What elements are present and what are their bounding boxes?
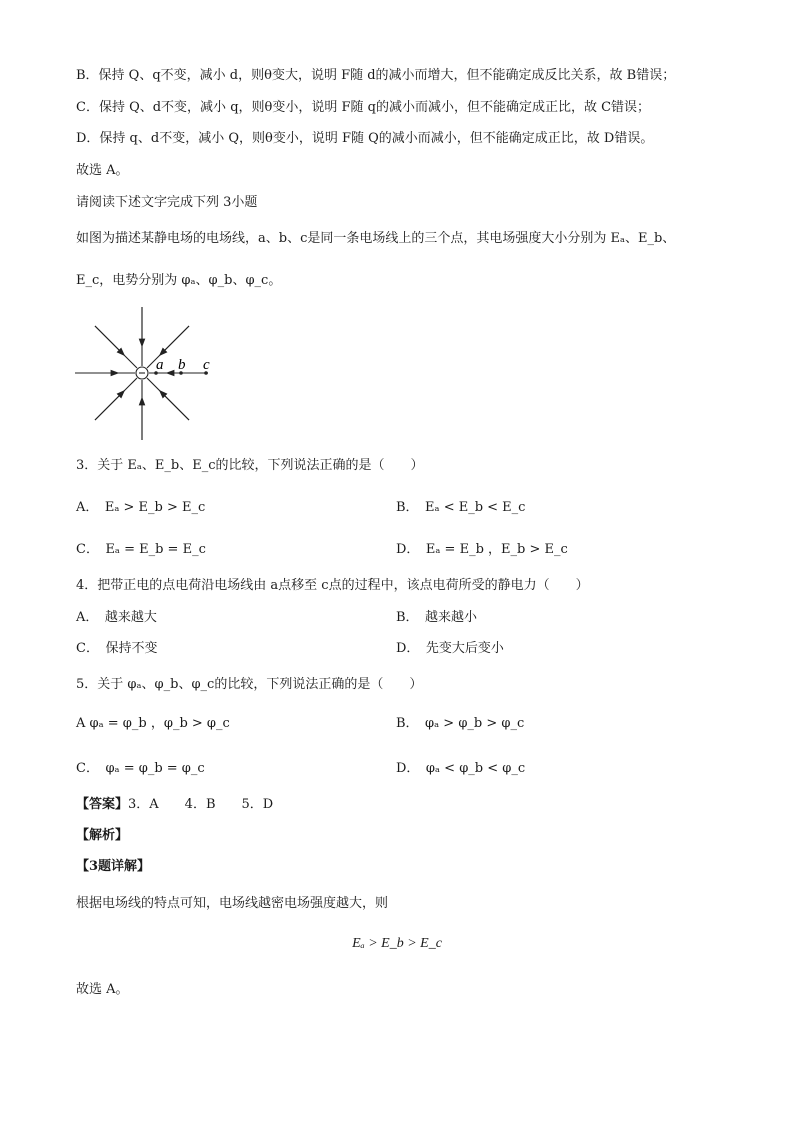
point-a-label: a xyxy=(156,357,164,373)
q4-option-b: B． 越来越小 xyxy=(396,610,478,625)
q3-detail-heading: 【3题详解】 xyxy=(76,859,151,874)
analysis-tag: 【解析】 xyxy=(76,828,129,843)
passage-line-1: 如图为描述某静电场的电场线，a、b、c是同一条电场线上的三个点，其电场强度大小分别为 Eₐ、E_b、 xyxy=(76,231,676,246)
q3-option-d: D． Eₐ = E_b ，E_b > E_c xyxy=(396,542,568,557)
answer-line xyxy=(76,796,273,814)
q3-stem: 3．关于 Eₐ、E_b、E_c的比较，下列说法正确的是（ ） xyxy=(76,458,424,473)
answer-text: 3．A 4．B 5．D xyxy=(128,797,274,812)
analysis-formula: Eₐ > E_b > E_c xyxy=(352,936,442,951)
analysis-conclusion: 故选 A。 xyxy=(76,982,129,997)
select-answer: 故选 A。 xyxy=(76,163,129,178)
option-b-explanation: B．保持 Q、q不变，减小 d，则θ变大，说明 F随 d的减小而增大，但不能确定成反比关系，故 B错误； xyxy=(76,68,676,83)
point-c-label: c xyxy=(203,357,210,373)
option-d-explanation: D．保持 q、d不变，减小 Q，则θ变小，说明 F随 Q的减小而减小，但不能确定成正比，故 D错误。 xyxy=(76,131,654,146)
q3-option-a: A． Eₐ > E_b > E_c xyxy=(76,500,206,515)
analysis-text: 根据电场线的特点可知，电场线越密电场强度越大，则 xyxy=(76,896,389,911)
passage-line-2: E_c，电势分别为 φₐ、φ_b、φ_c。 xyxy=(76,273,282,288)
q5-option-a: A φₐ = φ_b ，φ_b > φ_c xyxy=(76,716,230,731)
q5-option-c: C． φₐ = φ_b = φ_c xyxy=(76,761,205,776)
q3-option-c: C． Eₐ = E_b = E_c xyxy=(76,542,206,557)
q3-option-b: B． Eₐ < E_b < E_c xyxy=(396,500,526,515)
q5-option-d: D． φₐ < φ_b < φ_c xyxy=(396,761,526,776)
point-b-label: b xyxy=(178,357,186,373)
reading-instruction: 请阅读下述文字完成下列 3小题 xyxy=(76,195,258,210)
electric-field-figure xyxy=(70,305,230,445)
answer-tag: 【答案】 xyxy=(76,797,129,812)
option-c-explanation: C．保持 Q、d不变，减小 q，则θ变小，说明 F随 q的减小而减小，但不能确定成正比，故 C错误； xyxy=(76,100,651,115)
q5-option-b: B． φₐ > φ_b > φ_c xyxy=(396,716,525,731)
q4-option-c: C． 保持不变 xyxy=(76,641,158,656)
q4-option-a: A． 越来越大 xyxy=(76,610,157,625)
q5-stem: 5．关于 φₐ、φ_b、φ_c的比较，下列说法正确的是（ ） xyxy=(76,677,423,692)
q4-option-d: D． 先变大后变小 xyxy=(396,641,504,656)
q4-stem: 4．把带正电的点电荷沿电场线由 a点移至 c点的过程中，该点电荷所受的静电力（ ） xyxy=(76,578,589,593)
